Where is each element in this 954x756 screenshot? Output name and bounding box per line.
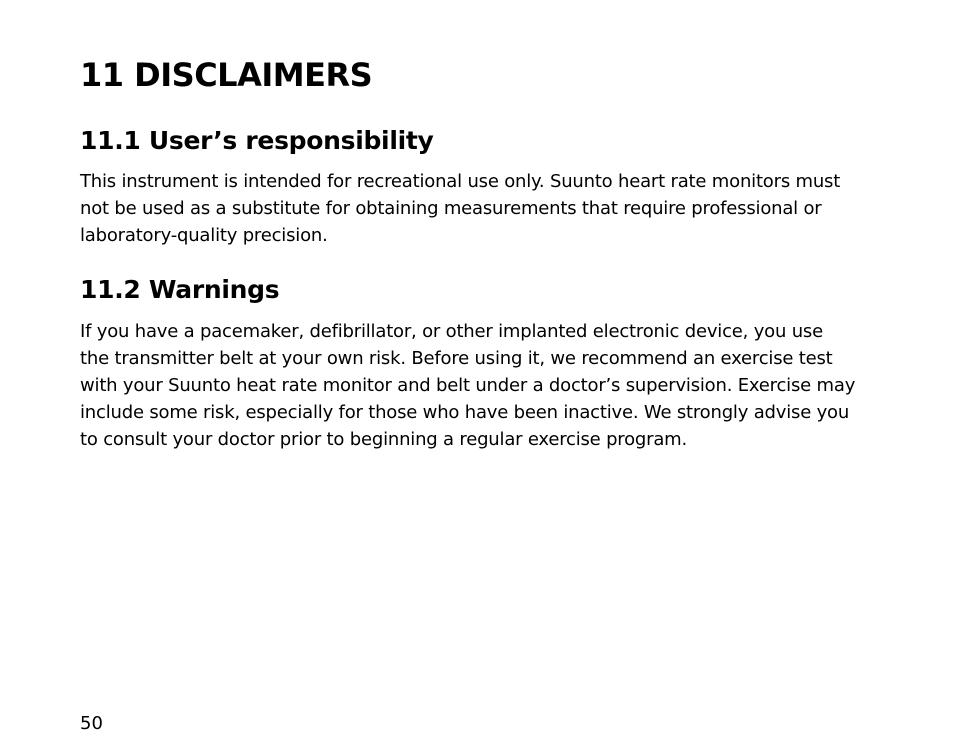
paragraph-line: to consult your doctor prior to beginning a regular exercise program.	[80, 429, 688, 450]
page-number: 50	[80, 713, 103, 734]
paragraph-users-responsibility	[80, 168, 880, 249]
chapter-title: 11 DISCLAIMERS	[80, 56, 373, 94]
paragraph-line: the transmitter belt at your own risk. Before using it, we recommend an exercise test	[80, 348, 833, 369]
paragraph-line: laboratory-quality precision.	[80, 225, 328, 246]
paragraph-warnings	[80, 318, 880, 453]
paragraph-line: include some risk, especially for those who have been inactive. We strongly advise you	[80, 402, 850, 423]
paragraph-line: with your Suunto heat rate monitor and belt under a doctor’s supervision. Exercise may	[80, 375, 856, 396]
section-title-warnings: 11.2 Warnings	[80, 275, 280, 304]
paragraph-line: If you have a pacemaker, defibrillator, or other implanted electronic device, you use	[80, 321, 823, 342]
section-title-users-responsibility: 11.1 User’s responsibility	[80, 126, 434, 155]
paragraph-line: This instrument is intended for recreational use only. Suunto heart rate monitors must	[80, 171, 841, 192]
paragraph-line: not be used as a substitute for obtaining measurements that require professional or	[80, 198, 822, 219]
